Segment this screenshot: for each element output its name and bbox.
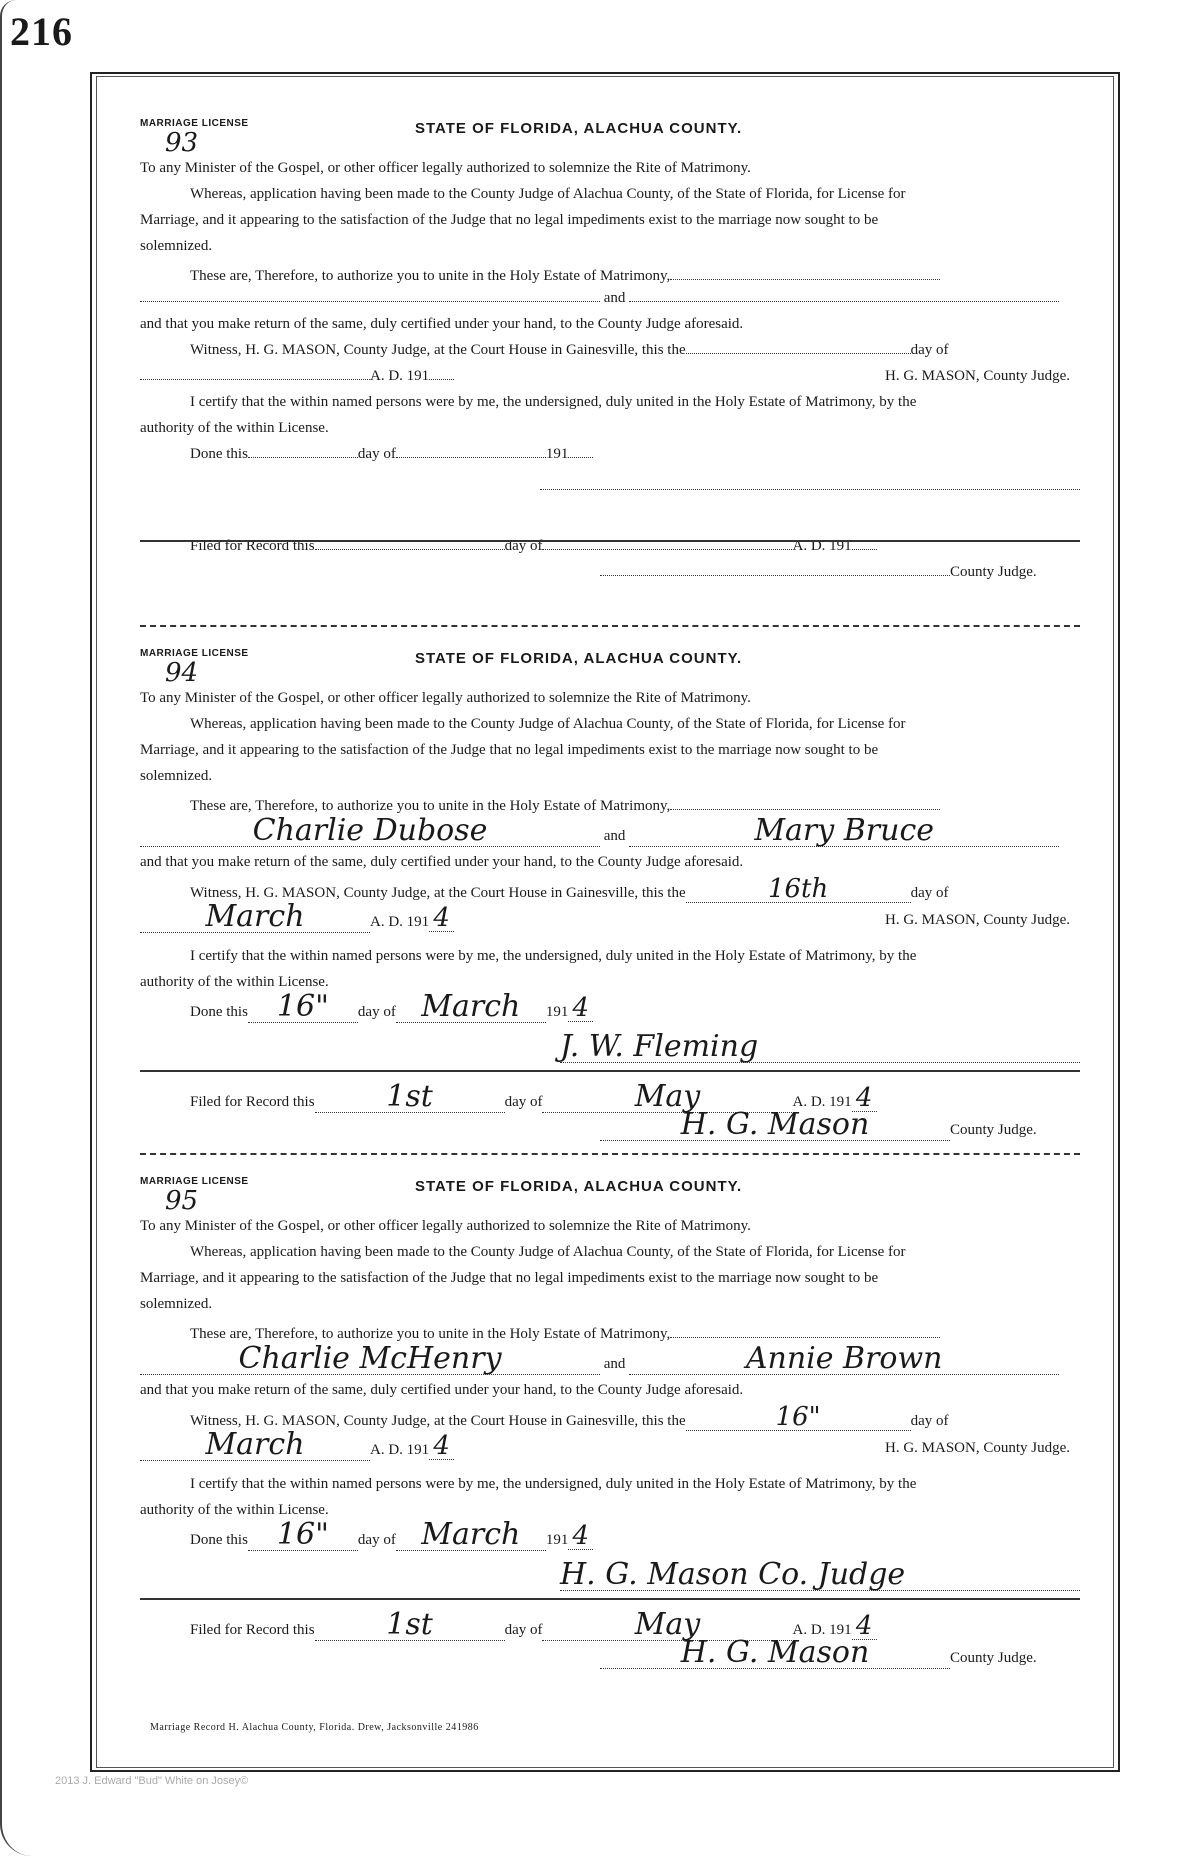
- witness-text: Witness, H. G. MASON, County Judge, at the Court House in Gainesville, this the: [190, 1413, 686, 1429]
- names-line: [140, 290, 1080, 307]
- filed-text: Filed for Record this: [190, 538, 315, 554]
- and-word: and: [603, 1356, 626, 1372]
- certify-line: authority of the within License.: [140, 420, 329, 436]
- license-number: 94: [165, 658, 199, 688]
- judge-line: [600, 1635, 1080, 1670]
- done-month: March: [396, 992, 546, 1023]
- state-heading: STATE OF FLORIDA, ALACHUA COUNTY.: [415, 650, 743, 667]
- county-judge-text: County Judge.: [950, 564, 1037, 580]
- witness-text: Witness, H. G. MASON, County Judge, at the Court House in Gainesville, this the: [190, 885, 686, 901]
- judge-line: [600, 564, 1080, 581]
- ad-text: A. D. 191: [370, 368, 430, 384]
- names-line: [140, 813, 1080, 848]
- filed-year: 4: [852, 1085, 877, 1112]
- year-text: 191: [545, 1004, 569, 1020]
- return-line: and that you make return of the same, duly certified under your hand, to the County Judge aforesaid.: [140, 316, 744, 332]
- names-line: [140, 1341, 1080, 1376]
- license-label: MARRIAGE LICENSE: [140, 1176, 249, 1187]
- section-divider: [140, 540, 1080, 542]
- license-number: 95: [165, 1186, 199, 1216]
- year-text: 191: [545, 1532, 569, 1548]
- bride-name: Mary Bruce: [629, 816, 1059, 847]
- officiant-signature: H. G. Mason Co. Judge: [560, 1560, 1080, 1591]
- ad-text: A. D. 191: [792, 538, 852, 554]
- these-are-line: [140, 264, 1130, 285]
- witness-line: [140, 342, 1130, 359]
- and-word: and: [603, 828, 626, 844]
- license-label: MARRIAGE LICENSE: [140, 118, 249, 129]
- day-of-text: day of: [357, 1004, 396, 1020]
- blank-line: [670, 1322, 940, 1338]
- ad-text: A. D. 191: [370, 914, 430, 930]
- officiant-line: [560, 1557, 1080, 1592]
- these-are-line: [140, 1322, 1130, 1343]
- whereas-line: Whereas, application having been made to the County Judge of Alachua County, of the State of Florida, for License for: [190, 1244, 906, 1260]
- return-line: and that you make return of the same, duly certified under your hand, to the County Judge aforesaid.: [140, 854, 744, 870]
- done-this-text: Done this: [190, 446, 248, 462]
- license-divider: [140, 625, 1080, 627]
- done-this-text: Done this: [190, 1532, 248, 1548]
- groom-name: [140, 301, 600, 302]
- day-of-text: day of: [504, 1094, 543, 1110]
- bride-name: [629, 301, 1059, 302]
- filed-line: [140, 1079, 1130, 1114]
- whereas-line: solemnized.: [140, 1296, 213, 1312]
- officiant-signature: J. W. Fleming: [560, 1032, 1080, 1063]
- done-this-text: Done this: [190, 1004, 248, 1020]
- done-year: [568, 457, 593, 458]
- judge-signature: [600, 575, 950, 576]
- state-heading: STATE OF FLORIDA, ALACHUA COUNTY.: [415, 1178, 743, 1195]
- ad-text: A. D. 191: [792, 1094, 852, 1110]
- day-of-text: day of: [357, 446, 396, 462]
- witness-year: 4: [429, 905, 454, 932]
- year-text: 191: [545, 446, 569, 462]
- form-imprint: Marriage Record H. Alachua County, Florida. Drew, Jacksonville 241986: [150, 1722, 479, 1733]
- done-year: 4: [568, 1523, 593, 1550]
- county-judge-text: County Judge.: [950, 1122, 1037, 1138]
- filed-line: [140, 1607, 1130, 1642]
- county-judge-signature-line: H. G. MASON, County Judge.: [884, 368, 1070, 384]
- filed-text: Filed for Record this: [190, 1094, 315, 1110]
- filed-month: [542, 549, 792, 550]
- done-day: 16": [248, 992, 358, 1023]
- judge-signature: H. G. Mason: [600, 1110, 950, 1141]
- day-of-text: day of: [910, 1413, 949, 1429]
- whereas-line: Whereas, application having been made to the County Judge of Alachua County, of the State of Florida, for License for: [190, 716, 906, 732]
- whereas-line: Whereas, application having been made to the County Judge of Alachua County, of the State of Florida, for License for: [190, 186, 906, 202]
- ad-text: A. D. 191: [792, 1622, 852, 1638]
- filed-day: [315, 549, 505, 550]
- certify-line: I certify that the within named persons were by me, the undersigned, duly united in the Holy Estate of Matrimony, by the: [190, 948, 917, 964]
- return-line: and that you make return of the same, duly certified under your hand, to the County Judge aforesaid.: [140, 1382, 744, 1398]
- these-are-text: These are, Therefore, to authorize you to unite in the Holy Estate of Matrimony,: [190, 798, 671, 814]
- filed-day: 1st: [315, 1082, 505, 1113]
- page-number: 216: [10, 9, 73, 54]
- these-are-text: These are, Therefore, to authorize you to unite in the Holy Estate of Matrimony,: [190, 268, 671, 284]
- done-year: 4: [568, 995, 593, 1022]
- witness-date-line: [140, 368, 1080, 385]
- day-of-text: day of: [910, 885, 949, 901]
- groom-name: Charlie Dubose: [140, 816, 600, 847]
- blank-line: [670, 794, 940, 810]
- groom-name: Charlie McHenry: [140, 1344, 600, 1375]
- these-are-line: [140, 794, 1130, 815]
- witness-text: Witness, H. G. MASON, County Judge, at the Court House in Gainesville, this the: [190, 342, 686, 358]
- witness-day: 16": [686, 1404, 911, 1431]
- page-edge: [0, 0, 32, 1856]
- ad-text: A. D. 191: [370, 1442, 430, 1458]
- day-of-text: day of: [504, 538, 543, 554]
- judge-signature: H. G. Mason: [600, 1638, 950, 1669]
- filed-text: Filed for Record this: [190, 1622, 315, 1638]
- day-of-text: day of: [910, 342, 949, 358]
- witness-year: [429, 379, 454, 380]
- copyright-watermark: 2013 J. Edward "Bud" White on Josey©: [55, 1775, 249, 1787]
- license-label: MARRIAGE LICENSE: [140, 648, 249, 659]
- license-divider: [140, 1153, 1080, 1155]
- done-month: March: [396, 1520, 546, 1551]
- officiant-line: [540, 478, 1080, 495]
- done-line: [140, 989, 1130, 1024]
- filed-month: May: [542, 1610, 792, 1641]
- witness-month: [140, 379, 370, 380]
- filed-year: [852, 549, 877, 550]
- address-line: To any Minister of the Gospel, or other officer legally authorized to solemnize the Rite of Matrimony.: [140, 1218, 751, 1234]
- whereas-line: solemnized.: [140, 238, 213, 254]
- day-of-text: day of: [357, 1532, 396, 1548]
- officiant-signature: [540, 489, 1080, 490]
- whereas-line: solemnized.: [140, 768, 213, 784]
- bride-name: Annie Brown: [629, 1344, 1059, 1375]
- certify-line: I certify that the within named persons were by me, the undersigned, duly united in the Holy Estate of Matrimony, by the: [190, 394, 917, 410]
- county-judge-signature-line: H. G. MASON, County Judge.: [884, 1440, 1070, 1456]
- witness-day: 16th: [686, 876, 911, 903]
- witness-month: March: [140, 1430, 370, 1461]
- certify-line: authority of the within License.: [140, 974, 329, 990]
- address-line: To any Minister of the Gospel, or other officer legally authorized to solemnize the Rite of Matrimony.: [140, 690, 751, 706]
- witness-day: [686, 353, 911, 354]
- these-are-text: These are, Therefore, to authorize you to unite in the Holy Estate of Matrimony,: [190, 1326, 671, 1342]
- address-line: To any Minister of the Gospel, or other officer legally authorized to solemnize the Rite of Matrimony.: [140, 160, 751, 176]
- county-judge-signature-line: H. G. MASON, County Judge.: [884, 912, 1070, 928]
- county-judge-text: County Judge.: [950, 1650, 1037, 1666]
- done-month: [396, 457, 546, 458]
- state-heading: STATE OF FLORIDA, ALACHUA COUNTY.: [415, 120, 743, 137]
- witness-date-line: [140, 899, 1080, 934]
- day-of-text: day of: [504, 1622, 543, 1638]
- whereas-line: Marriage, and it appearing to the satisfaction of the Judge that no legal impediments exist to the marriage now sought to be: [140, 1270, 879, 1286]
- section-divider: [140, 1070, 1080, 1072]
- license-number: 93: [165, 128, 199, 158]
- certify-line: I certify that the within named persons were by me, the undersigned, duly united in the Holy Estate of Matrimony, by the: [190, 1476, 917, 1492]
- blank-line: [670, 264, 940, 280]
- witness-month: March: [140, 902, 370, 933]
- and-word: and: [603, 290, 626, 306]
- filed-month: May: [542, 1082, 792, 1113]
- officiant-line: [560, 1029, 1080, 1064]
- certify-line: authority of the within License.: [140, 1502, 329, 1518]
- done-line: [140, 446, 1130, 463]
- filed-year: 4: [852, 1613, 877, 1640]
- done-day: 16": [248, 1520, 358, 1551]
- whereas-line: Marriage, and it appearing to the satisfaction of the Judge that no legal impediments exist to the marriage now sought to be: [140, 212, 879, 228]
- witness-year: 4: [429, 1433, 454, 1460]
- section-divider: [140, 1598, 1080, 1600]
- filed-day: 1st: [315, 1610, 505, 1641]
- witness-date-line: [140, 1427, 1080, 1462]
- done-day: [248, 457, 358, 458]
- judge-line: [600, 1107, 1080, 1142]
- whereas-line: Marriage, and it appearing to the satisfaction of the Judge that no legal impediments exist to the marriage now sought to be: [140, 742, 879, 758]
- done-line: [140, 1517, 1130, 1552]
